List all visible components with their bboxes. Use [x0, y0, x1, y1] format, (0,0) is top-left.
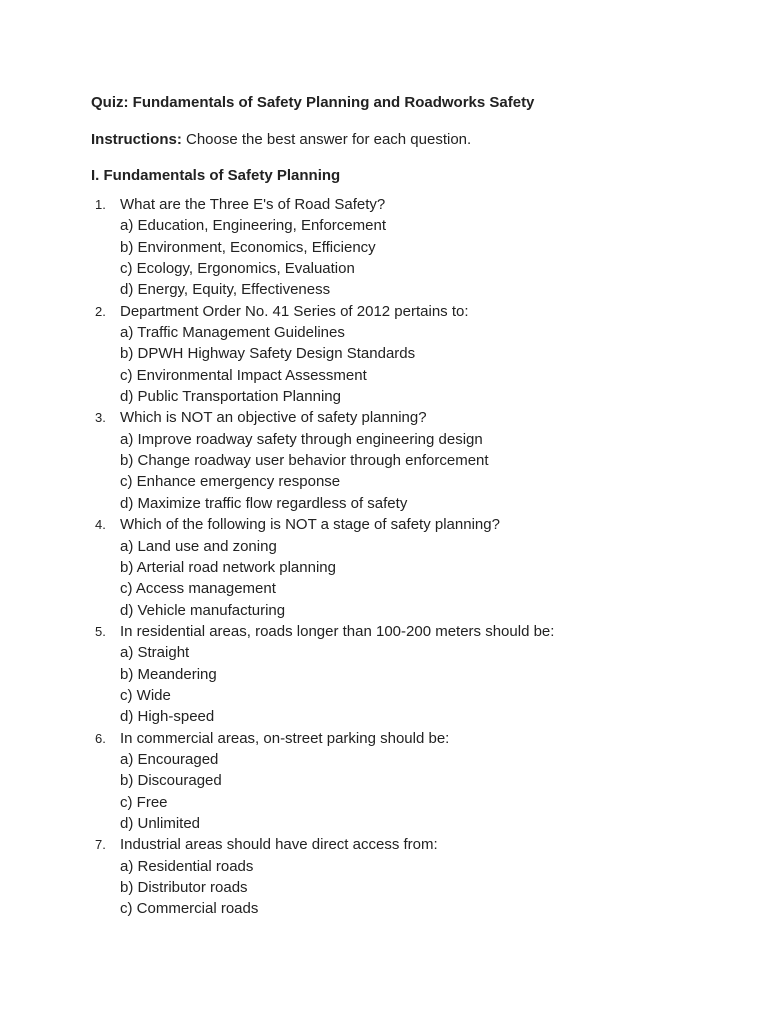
answer-option: a) Improve roadway safety through engineering design [120, 430, 483, 448]
answer-option: b) Discouraged [120, 772, 222, 790]
answer-option: c) Free [120, 793, 168, 811]
instructions-line [91, 130, 471, 150]
question-item [91, 514, 731, 621]
answer-option: c) Environmental Impact Assessment [120, 366, 367, 384]
question-number: 2. [95, 303, 106, 319]
question-item [91, 728, 731, 835]
answer-option: d) Unlimited [120, 814, 201, 832]
question-item [91, 407, 731, 514]
answer-option: b) Meandering [120, 665, 217, 683]
answer-option: a) Residential roads [120, 857, 254, 875]
question-text: Industrial areas should have direct access from: [120, 836, 438, 854]
question-number: 5. [95, 623, 106, 639]
question-text: In commercial areas, on-street parking should be: [120, 729, 450, 747]
question-text: Which is NOT an objective of safety planning? [120, 409, 427, 427]
question-number: 1. [95, 197, 106, 212]
answer-option: c) Wide [120, 686, 171, 704]
answer-option: c) Commercial roads [120, 900, 259, 918]
answer-option: d) Energy, Equity, Effectiveness [120, 281, 331, 299]
answer-option: b) Arterial road network planning [120, 558, 336, 576]
question-number: 7. [95, 837, 106, 853]
question-list [91, 194, 731, 920]
answer-option: b) DPWH Highway Safety Design Standards [120, 345, 416, 363]
question-number: 6. [95, 730, 106, 746]
answer-option: b) Environment, Economics, Efficiency [120, 238, 376, 256]
answer-option: c) Access management [120, 580, 276, 598]
answer-option: b) Change roadway user behavior through enforcement [120, 452, 489, 470]
question-text: Department Order No. 41 Series of 2012 pertains to: [120, 302, 469, 320]
question-item [91, 301, 731, 408]
question-number: 4. [95, 517, 106, 533]
question-text: Which of the following is NOT a stage of safety planning? [120, 516, 500, 534]
question-item [91, 834, 731, 919]
answer-option: d) High-speed [120, 708, 215, 726]
instructions-label: Instructions: [91, 131, 182, 148]
answer-option: d) Maximize traffic flow regardless of safety [120, 494, 408, 512]
question-item [91, 194, 731, 301]
answer-option: d) Vehicle manufacturing [120, 601, 286, 619]
question-text: What are the Three E's of Road Safety? [120, 196, 386, 213]
instructions-text: Choose the best answer for each question. [181, 131, 472, 148]
question-number: 3. [95, 410, 106, 426]
answer-option: c) Enhance emergency response [120, 473, 341, 491]
question-item [91, 621, 731, 728]
section-heading: I. Fundamentals of Safety Planning [91, 167, 341, 184]
answer-option: a) Land use and zoning [120, 537, 277, 555]
answer-option: a) Traffic Management Guidelines [120, 324, 345, 342]
question-text: In residential areas, roads longer than 100-200 meters should be: [120, 622, 555, 640]
answer-option: b) Distributor roads [120, 879, 248, 896]
answer-option: c) Ecology, Ergonomics, Evaluation [120, 260, 355, 278]
quiz-title: Quiz: Fundamentals of Safety Planning and Roadworks Safety [91, 94, 535, 111]
answer-option: a) Straight [120, 644, 190, 662]
answer-option: a) Encouraged [120, 750, 219, 768]
answer-option: a) Education, Engineering, Enforcement [120, 217, 386, 235]
answer-option: d) Public Transportation Planning [120, 388, 341, 406]
